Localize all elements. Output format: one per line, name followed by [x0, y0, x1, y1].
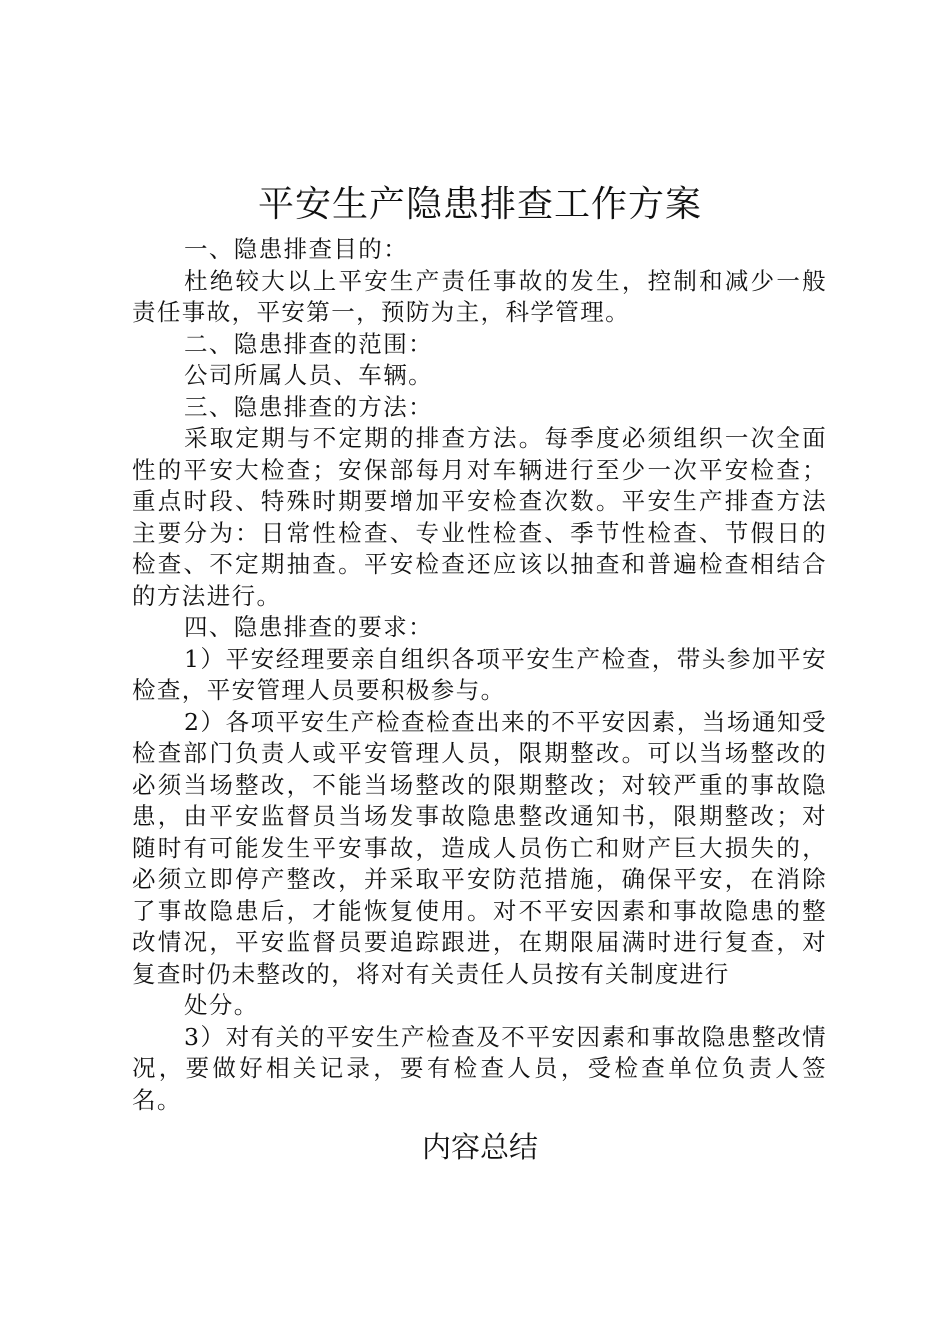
requirement-item-2-continuation: 处分。 — [184, 991, 259, 1019]
section-heading-scope: 二、隐患排查的范围： — [184, 329, 433, 358]
document-body — [132, 234, 827, 1116]
section-heading-method: 三、隐患排查的方法： — [184, 392, 433, 421]
summary-heading: 内容总结 — [421, 1130, 538, 1164]
requirement-item-1: 1）平安经理要亲自组织各项平安生产检查，带头参加平安检查，平安管理人员要积极参与。 — [132, 644, 827, 704]
requirement-item-3: 3）对有关的平安生产检查及不平安因素和事故隐患整改情况，要做好相关记录，要有检查人员，受检查单位负责人签名。 — [132, 1022, 827, 1114]
section-heading-purpose: 一、隐患排查目的： — [184, 235, 409, 263]
section-heading-requirements: 四、隐患排查的要求： — [184, 613, 433, 641]
requirement-item-2: 2）各项平安生产检查检查出来的不平安因素，当场通知受检查部门负责人或平安管理人员，限期整改。可以当场整改的必须当场整改，不能当场整改的限期整改；对较严重的事故隐患，由平安监督员当场发事故隐患整改通知书，限期整改；对随时有可能发生平安事故，造成人员伤亡和财产巨大损失的，必须立即停产整改，并采取平安防范措施，确保平安，在消除了事故隐患后，才能恢复使用。对不平安因素和事故隐患的整改情况，平安监督员要追踪跟进，在期限届满时进行复查，对复查时仍未整改的，将对有关责任人员按有关制度进行 — [132, 707, 827, 988]
paragraph-scope: 公司所属人员、车辆。 — [184, 361, 433, 389]
paragraph-purpose: 杜绝较大以上平安生产责任事故的发生，控制和减少一般责任事故，平安第一，预防为主，科学管理。 — [132, 266, 827, 326]
paragraph-method: 采取定期与不定期的排查方法。每季度必须组织一次全面性的平安大检查；安保部每月对车辆进行至少一次平安检查；重点时段、特殊时期要增加平安检查次数。平安生产排查方法主要分为：日常性检查、专业性检查、季节性检查、节假日的检查、不定期抽查。平安检查还应该以抽查和普遍检查相结合的方法进行。 — [132, 424, 827, 610]
document-title: 平安生产隐患排查工作方案 — [257, 184, 702, 225]
